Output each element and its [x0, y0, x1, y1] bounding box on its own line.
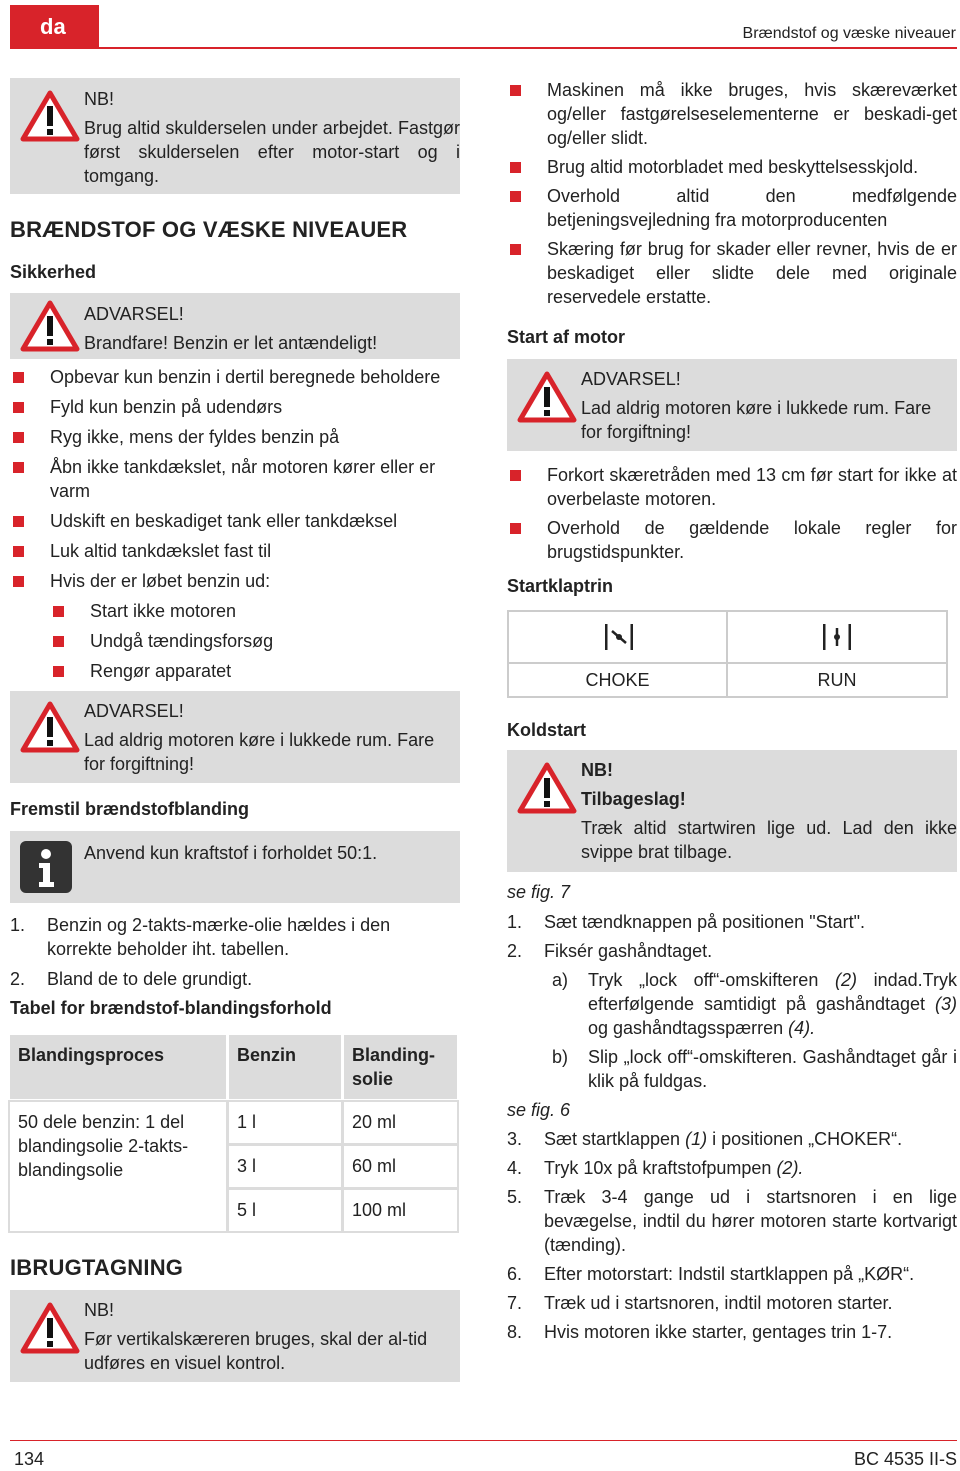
heading-cold-start: Koldstart	[507, 720, 587, 740]
list-item: Undgå tændingsforsøg	[10, 629, 460, 653]
table-cell: 60 ml	[344, 1146, 457, 1187]
warning-text: Lad aldrig motoren køre i lukkede rum. Fare for forgiftning!	[581, 398, 932, 442]
step-number: 1.	[507, 912, 523, 932]
step-text: Fiksér gashåndtaget.	[544, 941, 713, 961]
warning-title: ADVARSEL!	[581, 369, 681, 389]
list-item	[507, 1291, 957, 1315]
warning-triangle-icon	[20, 300, 80, 352]
footer-rule	[10, 1440, 957, 1441]
substep-text: og gashåndtagsspærren	[588, 1018, 789, 1038]
list-item	[507, 939, 957, 963]
header-rule	[99, 47, 957, 49]
step-number: 1.	[10, 915, 26, 935]
heading-fuel-mix: Fremstil brændstofblanding	[10, 799, 250, 819]
heading-mix-table: Tabel for brændstof-blandingsforhold	[10, 998, 332, 1018]
figure-ref: se fig. 7	[507, 882, 571, 902]
table-cell: 100 ml	[344, 1190, 457, 1231]
substep-a	[507, 968, 957, 1040]
step-text: Træk ud i startsnoren, indtil motoren starter.	[544, 1293, 893, 1313]
list-item: Luk altid tankdækslet fast til	[10, 539, 460, 563]
warning-triangle-icon	[517, 371, 577, 423]
step-text: Sæt tændknappen på positionen "Start".	[544, 912, 865, 932]
table-header: Blandingsproces	[10, 1035, 226, 1099]
right-column	[507, 78, 957, 1344]
step-number: 6.	[507, 1264, 523, 1284]
warning-text: Brandfare! Benzin er let antændeligt!	[84, 333, 378, 353]
step-number: 8.	[507, 1322, 523, 1342]
nb-title: NB!	[84, 1300, 115, 1320]
step-text: Hvis motoren ikke starter, gentages trin 1-7.	[544, 1322, 893, 1342]
machine-safety-list	[507, 78, 957, 309]
choke-table	[507, 610, 948, 698]
nb-box-harness	[10, 78, 460, 194]
page-number: 134	[14, 1449, 45, 1469]
heading-choke-positions: Startklaptrin	[507, 576, 614, 596]
warning-triangle-icon	[20, 1302, 80, 1354]
list-item: Åbn ikke tankdækslet, når motoren kører eller er varm	[10, 455, 460, 503]
step-text: Sæt startklappen	[544, 1129, 686, 1149]
nb-box-kickback	[507, 750, 957, 872]
table-header: Blanding-solie	[344, 1035, 457, 1099]
nb-text: Før vertikalskæreren bruges, skal der al-tid udføres en visuel kontrol.	[84, 1329, 428, 1373]
table-cell: 50 dele benzin: 1 del blandingsolie 2-takts-blandingsolie	[10, 1102, 226, 1231]
list-item	[10, 913, 460, 961]
table-cell: 3 l	[229, 1146, 341, 1187]
part-ref: (4).	[788, 1018, 816, 1038]
list-item: Hvis der er løbet benzin ud:	[10, 569, 460, 593]
part-ref: (3)	[935, 994, 957, 1014]
list-item: Forkort skæretråden med 13 cm før start for ikke at overbelaste motoren.	[507, 463, 957, 511]
nb-title: NB!	[84, 89, 115, 109]
table-cell: 20 ml	[344, 1102, 457, 1143]
step-text: Efter motorstart: Indstil startklappen på „KØR“.	[544, 1264, 915, 1284]
info-icon	[20, 841, 72, 893]
nb-subtitle: Tilbageslag!	[581, 789, 686, 809]
section-header: Brændstof og væske niveauer	[742, 25, 956, 42]
info-text: Anvend kun kraftstof i forholdet 50:1.	[84, 843, 378, 863]
part-ref: (1)	[685, 1129, 708, 1149]
part-ref: (2).	[776, 1158, 804, 1178]
cold-start-steps-2	[507, 1127, 957, 1344]
list-item	[10, 967, 460, 991]
warning-triangle-icon	[517, 762, 577, 814]
warning-box-gas	[507, 359, 957, 451]
list-item: Skæring før brug for skader eller revner, hvis de er beskadiget eller slidte dele med originale reservedele erstatte.	[507, 237, 957, 309]
step-number: 2.	[507, 941, 523, 961]
warning-text: Lad aldrig motoren køre i lukkede rum. Fare for forgiftning!	[84, 730, 435, 774]
model-name: BC 4535 II-S	[853, 1449, 957, 1469]
substep-text: indad.Tryk efterfølgende samtidigt på gashåndtaget	[588, 970, 957, 1014]
step-text: Tryk 10x på kraftstofpumpen	[544, 1158, 777, 1178]
left-column	[10, 78, 460, 1382]
step-number: 2.	[10, 969, 26, 989]
pre-start-list	[507, 463, 957, 564]
list-item	[507, 1185, 957, 1257]
figure-ref: se fig. 6	[507, 1100, 571, 1120]
list-item: Overhold altid den medfølgende betjeningsvejledning fra motorproducenten	[507, 184, 957, 232]
mix-table	[7, 1032, 460, 1234]
heading-safety: Sikkerhed	[10, 262, 97, 282]
list-item	[507, 1156, 957, 1180]
list-item: Maskinen må ikke bruges, hvis skæreværket og/eller fastgørelseselementerne er beskadi-get og/eller slidt.	[507, 78, 957, 150]
step-text: Benzin og 2-takts-mærke-olie hældes i den korrekte beholder iht. tabellen.	[47, 915, 391, 959]
heading-fuel-levels: BRÆNDSTOF OG VÆSKE NIVEAUER	[10, 217, 408, 242]
step-number: 5.	[507, 1187, 523, 1207]
warning-triangle-icon	[20, 701, 80, 753]
choke-symbol-icon	[604, 622, 634, 652]
spill-sublist	[10, 599, 460, 683]
list-item	[507, 910, 957, 934]
warning-title: ADVARSEL!	[84, 304, 184, 324]
safety-list	[10, 365, 460, 593]
choke-table-rule	[509, 662, 946, 664]
warning-triangle-icon	[20, 90, 80, 142]
list-item: Overhold de gældende lokale regler for brugstidspunkter.	[507, 516, 957, 564]
list-item	[507, 1320, 957, 1344]
part-ref: (2)	[834, 970, 857, 990]
choke-label: CHOKE	[585, 670, 650, 690]
substep-letter: a)	[552, 970, 569, 990]
list-item: Ryg ikke, mens der fyldes benzin på	[10, 425, 460, 449]
mix-steps	[10, 913, 460, 991]
list-item: Opbevar kun benzin i dertil beregnede beholdere	[10, 365, 460, 389]
list-item	[507, 1262, 957, 1286]
nb-text: Træk altid startwiren lige ud. Lad den ikke svippe brat tilbage.	[581, 818, 957, 862]
step-text: Træk 3-4 gange ud i startsnoren i en lige bevægelse, indtil du hører motoren starte kortvarigt (tænding).	[544, 1187, 957, 1255]
step-number: 4.	[507, 1158, 523, 1178]
heading-start-motor: Start af motor	[507, 327, 626, 347]
run-label: RUN	[817, 670, 857, 690]
step-text: Bland de to dele grundigt.	[47, 969, 253, 989]
nb-text: Brug altid skulderselen under arbejdet. Fastgør først skulderselen efter motor-start og i tomgang.	[84, 118, 460, 186]
list-item: Fyld kun benzin på udendørs	[10, 395, 460, 419]
substep-text: Slip „lock off“-omskifteren. Gashåndtaget går i klik på fuldgas.	[588, 1047, 957, 1091]
language-tab: da	[10, 5, 99, 49]
heading-commissioning: IBRUGTAGNING	[10, 1255, 184, 1280]
list-item: Rengør apparatet	[10, 659, 460, 683]
info-box	[10, 831, 460, 903]
step-text: i positionen „CHOKER“.	[707, 1129, 903, 1149]
step-number: 7.	[507, 1293, 523, 1313]
list-item: Brug altid motorbladet med beskyttelsesskjold.	[507, 155, 957, 179]
step-number: 3.	[507, 1129, 523, 1149]
cold-start-steps	[507, 910, 957, 963]
list-item: Udskift en beskadiget tank eller tankdæksel	[10, 509, 460, 533]
table-header: Benzin	[229, 1035, 341, 1099]
substep-text: Tryk „lock off“-omskifteren	[588, 970, 835, 990]
warning-box-gas	[10, 691, 460, 783]
nb-box-inspection	[10, 1290, 460, 1382]
substep-letter: b)	[552, 1047, 569, 1067]
substep-b	[507, 1045, 957, 1093]
nb-title: NB!	[581, 760, 613, 780]
table-cell: 5 l	[229, 1190, 341, 1231]
warning-box-fire	[10, 293, 460, 359]
warning-title: ADVARSEL!	[84, 701, 184, 721]
list-item: Start ikke motoren	[10, 599, 460, 623]
table-cell: 1 l	[229, 1102, 341, 1143]
list-item	[507, 1127, 957, 1151]
run-symbol-icon	[822, 622, 852, 652]
